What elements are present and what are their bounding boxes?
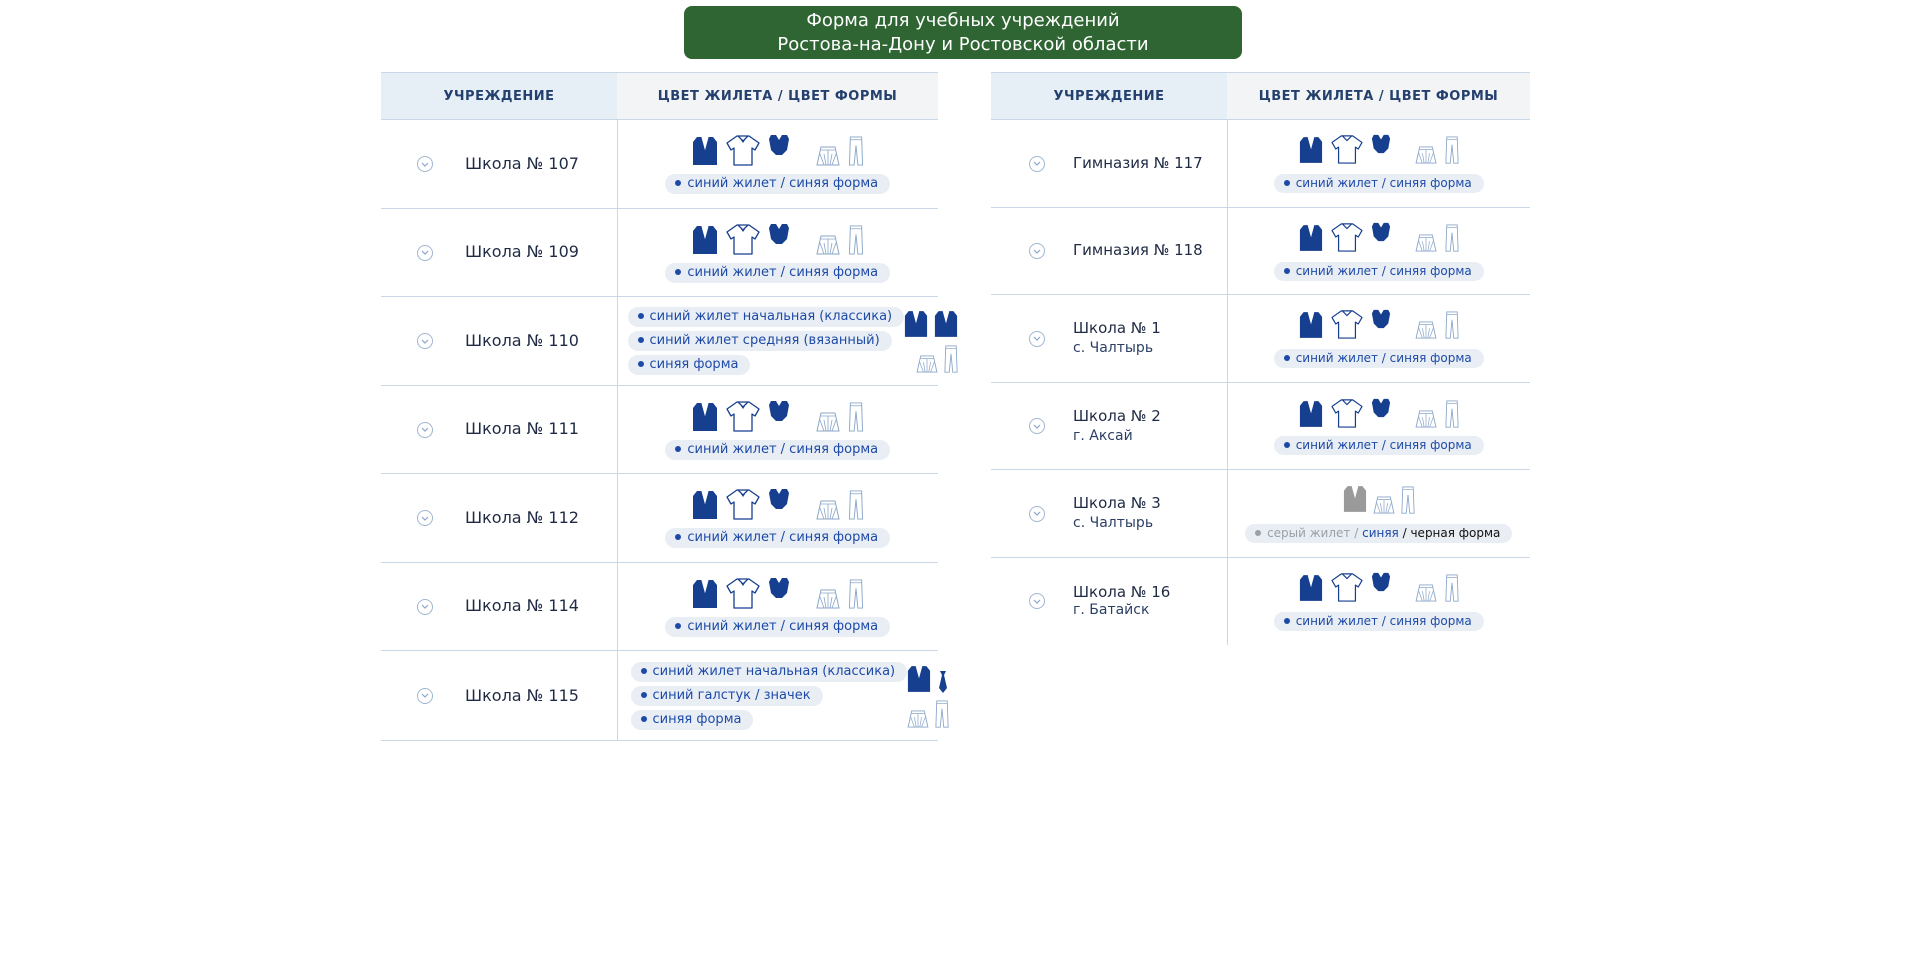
banner-line-1: Форма для учебных учреждений bbox=[806, 10, 1120, 31]
shirt-icon bbox=[1331, 222, 1363, 252]
expand-chevron-icon[interactable] bbox=[1029, 593, 1045, 609]
vest-icon bbox=[692, 225, 718, 255]
institution-location: с. Чалтырь bbox=[1073, 340, 1154, 356]
shirt-icon bbox=[726, 577, 760, 609]
table-row[interactable] bbox=[991, 208, 1530, 295]
expand-chevron-icon[interactable] bbox=[417, 422, 433, 438]
skirt-icon bbox=[1415, 234, 1437, 252]
uniform-icons bbox=[618, 134, 939, 166]
skirt-icon bbox=[1415, 410, 1437, 428]
institution-name: Школа № 3 bbox=[1073, 494, 1161, 512]
pants-icon bbox=[848, 490, 864, 520]
institution-location: г. Аксай bbox=[1073, 428, 1133, 444]
skirt-icon bbox=[1415, 146, 1437, 164]
tie-icon bbox=[937, 670, 949, 694]
skirt-icon bbox=[907, 710, 929, 728]
table-row[interactable] bbox=[381, 651, 938, 741]
pants-icon bbox=[935, 700, 949, 728]
banner-line-2: Ростова-на-Дону и Ростовской области bbox=[777, 34, 1149, 55]
color-pill: синий жилет / синяя форма bbox=[665, 174, 890, 194]
institution-name: Школа № 111 bbox=[465, 419, 579, 438]
table-row[interactable] bbox=[991, 558, 1530, 645]
pants-icon bbox=[848, 225, 864, 255]
color-pill: синий жилет / синяя форма bbox=[1274, 612, 1484, 631]
color-pill: синий жилет / синяя форма bbox=[665, 440, 890, 460]
color-pill: синяя форма bbox=[631, 710, 754, 730]
uniform-icons bbox=[618, 577, 939, 609]
color-pill: синий галстук / значек bbox=[631, 686, 823, 706]
jumper-icon bbox=[768, 488, 790, 510]
color-pill: синий жилет / синяя форма bbox=[1274, 262, 1484, 281]
institution-name: Школа № 110 bbox=[465, 331, 579, 350]
expand-chevron-icon[interactable] bbox=[1029, 506, 1045, 522]
pants-icon bbox=[848, 402, 864, 432]
institution-name: Школа № 2 bbox=[1073, 407, 1161, 425]
shirt-icon bbox=[726, 400, 760, 432]
column-header-institution: УЧРЕЖДЕНИЕ bbox=[381, 73, 617, 120]
expand-chevron-icon[interactable] bbox=[1029, 418, 1045, 434]
expand-chevron-icon[interactable] bbox=[417, 688, 433, 704]
uniform-icons bbox=[1228, 309, 1531, 339]
jumper-icon bbox=[1371, 309, 1391, 329]
vest-icon bbox=[692, 402, 718, 432]
color-pill: синий жилет / синяя форма bbox=[1274, 436, 1484, 455]
table-row[interactable] bbox=[991, 120, 1530, 208]
left-table-header bbox=[381, 73, 938, 120]
uniform-icons bbox=[618, 400, 939, 432]
color-pill: синий жилет / синяя форма bbox=[665, 528, 890, 548]
uniform-icons bbox=[1228, 222, 1531, 252]
uniform-icons bbox=[1228, 398, 1531, 428]
table-row[interactable] bbox=[381, 474, 938, 563]
expand-chevron-icon[interactable] bbox=[417, 599, 433, 615]
color-pill: синий жилет / синяя форма bbox=[665, 263, 890, 283]
skirt-icon bbox=[1415, 321, 1437, 339]
shirt-icon bbox=[1331, 309, 1363, 339]
pants-icon bbox=[1401, 486, 1415, 514]
institution-name: Школа № 16 bbox=[1073, 583, 1171, 602]
jumper-icon bbox=[1371, 134, 1391, 154]
institution-name: Школа № 112 bbox=[465, 508, 579, 527]
skirt-icon bbox=[816, 146, 840, 166]
jumper-icon bbox=[1371, 222, 1391, 242]
right-table-header bbox=[991, 73, 1530, 120]
table-row[interactable] bbox=[991, 295, 1530, 383]
institution-name: Школа № 114 bbox=[465, 596, 579, 615]
column-header-institution: УЧРЕЖДЕНИЕ bbox=[991, 73, 1227, 120]
vest-icon bbox=[904, 309, 928, 339]
jumper-icon bbox=[768, 577, 790, 599]
vest-icon bbox=[1299, 136, 1323, 164]
knitted-vest-icon bbox=[934, 309, 958, 339]
jumper-icon bbox=[1371, 398, 1391, 418]
color-pill: серый жилет / синяя / черная форма bbox=[1245, 524, 1512, 543]
table-row[interactable] bbox=[381, 297, 938, 386]
vest-icon bbox=[1299, 311, 1323, 339]
expand-chevron-icon[interactable] bbox=[417, 156, 433, 172]
shirt-icon bbox=[1331, 398, 1363, 428]
table-row[interactable] bbox=[991, 383, 1530, 470]
skirt-icon bbox=[816, 500, 840, 520]
vest-icon bbox=[1299, 400, 1323, 428]
skirt-icon bbox=[816, 235, 840, 255]
expand-chevron-icon[interactable] bbox=[1029, 156, 1045, 172]
vest-icon bbox=[692, 579, 718, 609]
skirt-icon bbox=[916, 355, 938, 373]
vest-icon bbox=[1299, 574, 1323, 602]
expand-chevron-icon[interactable] bbox=[1029, 331, 1045, 347]
skirt-icon bbox=[1373, 496, 1395, 514]
institution-name: Школа № 107 bbox=[465, 154, 579, 173]
expand-chevron-icon[interactable] bbox=[1029, 243, 1045, 259]
pants-icon bbox=[848, 579, 864, 609]
jumper-icon bbox=[768, 400, 790, 422]
gray-vest-icon bbox=[1343, 484, 1367, 514]
color-pill: синий жилет / синяя форма bbox=[1274, 174, 1484, 193]
institution-location: с. Чалтырь bbox=[1073, 515, 1154, 531]
shirt-icon bbox=[1331, 572, 1363, 602]
table-row[interactable] bbox=[381, 120, 938, 209]
institution-name: Гимназия № 117 bbox=[1073, 154, 1203, 172]
skirt-icon bbox=[1415, 584, 1437, 602]
vest-icon bbox=[1299, 224, 1323, 252]
right-schools-table bbox=[991, 72, 1530, 645]
table-row[interactable] bbox=[991, 470, 1530, 558]
pants-icon bbox=[1445, 400, 1459, 428]
shirt-icon bbox=[726, 223, 760, 255]
uniform-icons bbox=[904, 309, 958, 373]
color-pill: синяя форма bbox=[628, 355, 751, 375]
uniform-icons bbox=[618, 223, 939, 255]
jumper-icon bbox=[768, 134, 790, 156]
color-pill: синий жилет / синяя форма bbox=[1274, 349, 1484, 368]
skirt-icon bbox=[816, 589, 840, 609]
shirt-icon bbox=[726, 134, 760, 166]
table-row[interactable] bbox=[381, 563, 938, 651]
institution-name: Школа № 115 bbox=[465, 686, 579, 705]
jumper-icon bbox=[768, 223, 790, 245]
table-row[interactable] bbox=[381, 386, 938, 474]
uniform-icons bbox=[1228, 484, 1531, 514]
left-schools-table bbox=[381, 72, 938, 741]
color-pill: синий жилет / синяя форма bbox=[665, 617, 890, 637]
uniform-icons bbox=[1228, 572, 1531, 602]
uniform-icons bbox=[1228, 134, 1531, 164]
institution-name: Гимназия № 118 bbox=[1073, 241, 1203, 259]
vest-icon bbox=[907, 664, 931, 694]
expand-chevron-icon[interactable] bbox=[417, 245, 433, 261]
color-pill: синий жилет начальная (классика) bbox=[628, 307, 905, 327]
pants-icon bbox=[848, 136, 864, 166]
shirt-icon bbox=[726, 488, 760, 520]
page-banner bbox=[684, 6, 1242, 59]
expand-chevron-icon[interactable] bbox=[417, 333, 433, 349]
skirt-icon bbox=[816, 412, 840, 432]
institution-name: Школа № 1 bbox=[1073, 319, 1161, 337]
pants-icon bbox=[944, 345, 958, 373]
pants-icon bbox=[1445, 311, 1459, 339]
institution-location: г. Батайск bbox=[1073, 602, 1150, 619]
uniform-icons bbox=[907, 664, 949, 728]
expand-chevron-icon[interactable] bbox=[417, 510, 433, 526]
vest-icon bbox=[692, 136, 718, 166]
pants-icon bbox=[1445, 574, 1459, 602]
color-pill: синий жилет начальная (классика) bbox=[631, 662, 908, 682]
pants-icon bbox=[1445, 224, 1459, 252]
uniform-icons bbox=[618, 488, 939, 520]
color-pill: синий жилет средняя (вязанный) bbox=[628, 331, 892, 351]
jumper-icon bbox=[1371, 572, 1391, 592]
table-row[interactable] bbox=[381, 209, 938, 297]
column-header-colors: ЦВЕТ ЖИЛЕТА / ЦВЕТ ФОРМЫ bbox=[1227, 73, 1530, 120]
vest-icon bbox=[692, 490, 718, 520]
shirt-icon bbox=[1331, 134, 1363, 164]
column-header-colors: ЦВЕТ ЖИЛЕТА / ЦВЕТ ФОРМЫ bbox=[617, 73, 938, 120]
pants-icon bbox=[1445, 136, 1459, 164]
institution-name: Школа № 109 bbox=[465, 242, 579, 261]
